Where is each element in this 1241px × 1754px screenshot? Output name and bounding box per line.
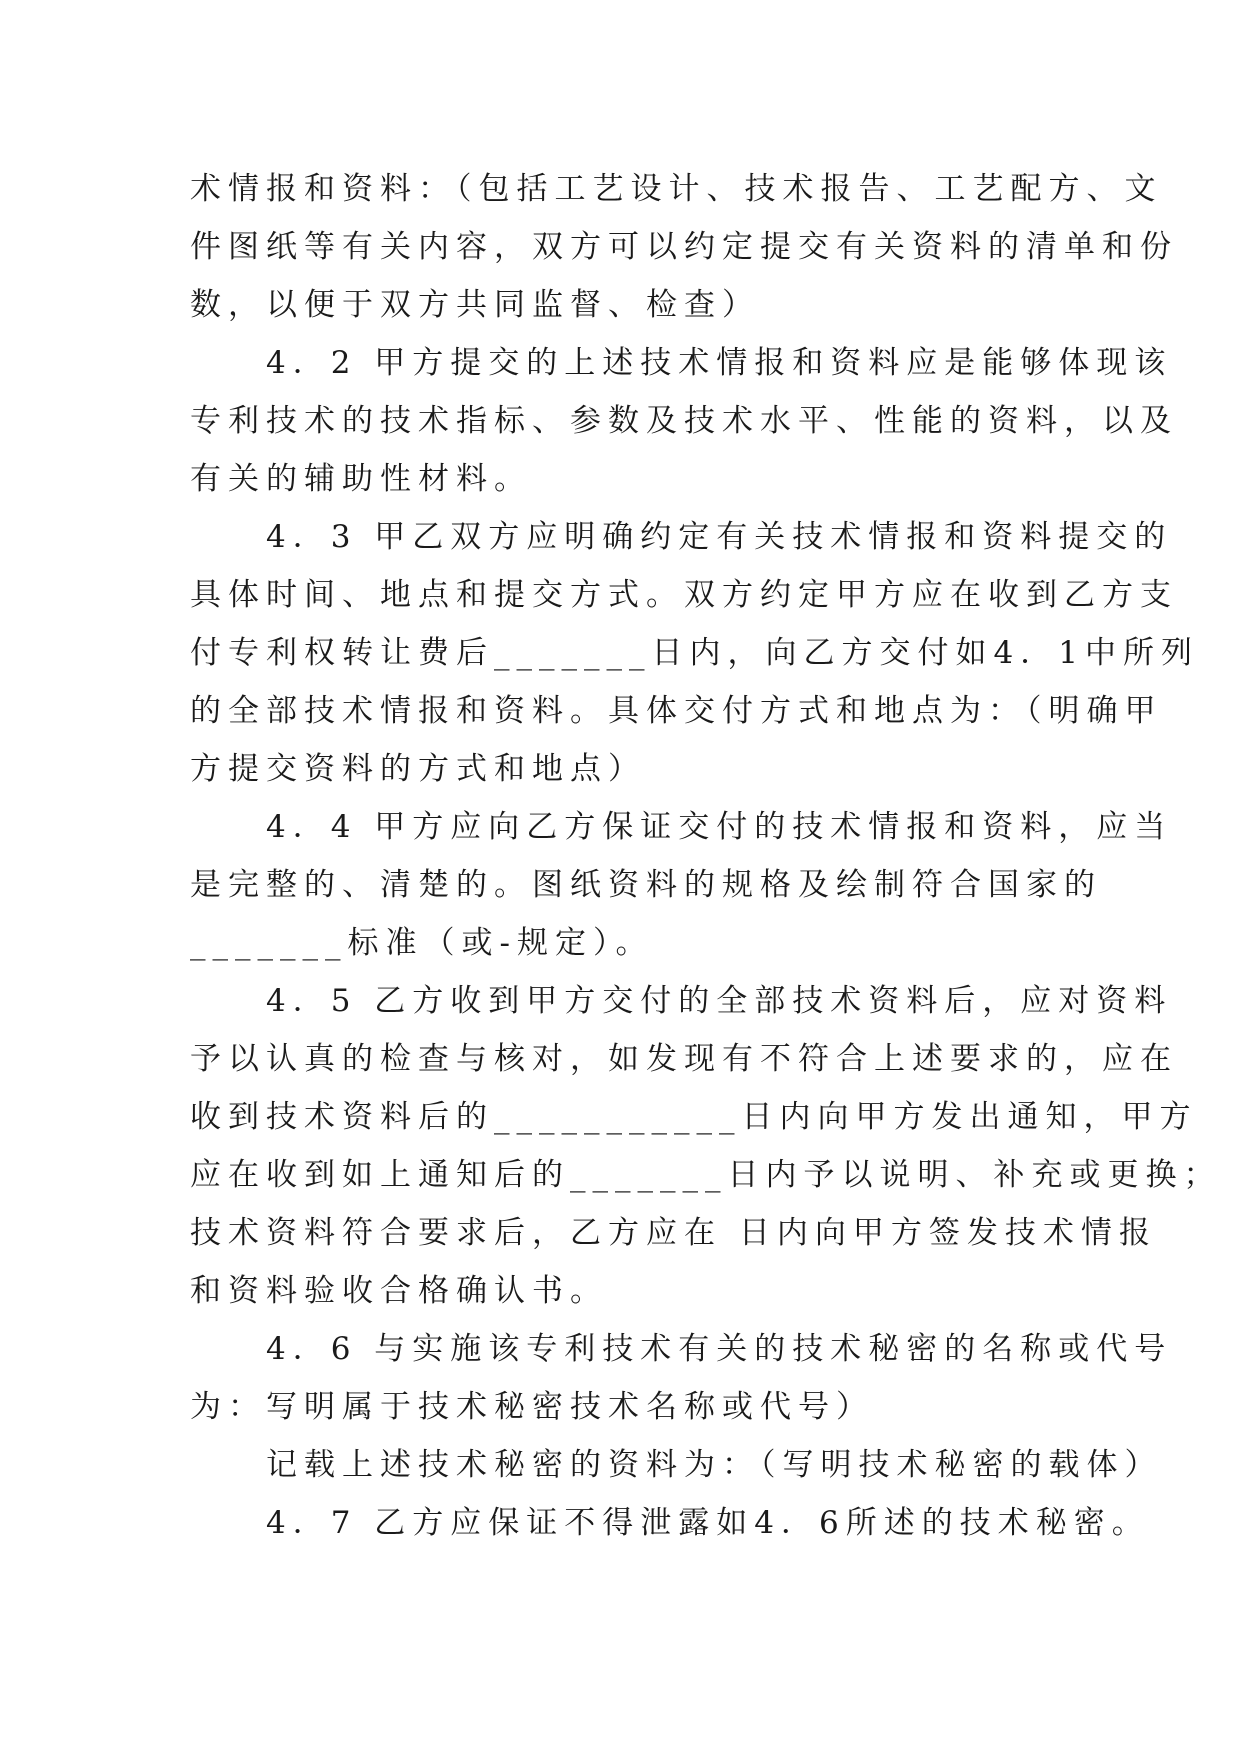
- text-line: _______标准（或-规定）。: [190, 925, 654, 961]
- text-line: 术情报和资料：（包括工艺设计、技术报告、工艺配方、文: [190, 171, 1163, 207]
- paragraph-4-4-line: 4．4 甲方应向乙方保证交付的技术情报和资料，应当: [190, 809, 1173, 845]
- text-line: 收到技术资料后的___________日内向甲方发出通知，甲方: [190, 1099, 1198, 1135]
- text-line: 为：写明属于技术秘密技术名称或代号）: [190, 1389, 874, 1425]
- text-line: 是完整的、清楚的。图纸资料的规格及绘制符合国家的: [190, 867, 1102, 903]
- paragraph-4-2-line: 4．2 甲方提交的上述技术情报和资料应是能够体现该: [190, 345, 1173, 381]
- text-line: 记载上述技术秘密的资料为：（写明技术秘密的载体）: [190, 1447, 1163, 1483]
- paragraph-4-3-line: 4．3 甲乙双方应明确约定有关技术情报和资料提交的: [190, 519, 1173, 555]
- text-line: 付专利权转让费后_______日内，向乙方交付如4．1中所列: [190, 635, 1199, 671]
- text-line: 和资料验收合格确认书。: [190, 1273, 608, 1309]
- text-line: 技术资料符合要求后，乙方应在 日内向甲方签发技术情报: [190, 1215, 1157, 1251]
- document-body: [190, 160, 1222, 1552]
- text-line: 有关的辅助性材料。: [190, 461, 532, 497]
- text-line: 方提交资料的方式和地点）: [190, 751, 646, 787]
- text-line: 的全部技术情报和资料。具体交付方式和地点为：（明确甲: [190, 693, 1163, 729]
- text-line: 具体时间、地点和提交方式。双方约定甲方应在收到乙方支: [190, 577, 1178, 613]
- text-line: 予以认真的检查与核对，如发现有不符合上述要求的，应在: [190, 1041, 1178, 1077]
- text-line: 应在收到如上通知后的_______日内予以说明、补充或更换；: [190, 1157, 1222, 1193]
- paragraph-4-7-line: 4．7 乙方应保证不得泄露如4．6所述的技术秘密。: [190, 1505, 1150, 1541]
- paragraph-4-5-line: 4．5 乙方收到甲方交付的全部技术资料后，应对资料: [190, 983, 1173, 1019]
- text-line: 件图纸等有关内容，双方可以约定提交有关资料的清单和份: [190, 229, 1178, 265]
- text-line: 专利技术的技术指标、参数及技术水平、性能的资料，以及: [190, 403, 1178, 439]
- paragraph-4-6-line: 4．6 与实施该专利技术有关的技术秘密的名称或代号: [190, 1331, 1173, 1367]
- text-line: 数，以便于双方共同监督、检查）: [190, 287, 760, 323]
